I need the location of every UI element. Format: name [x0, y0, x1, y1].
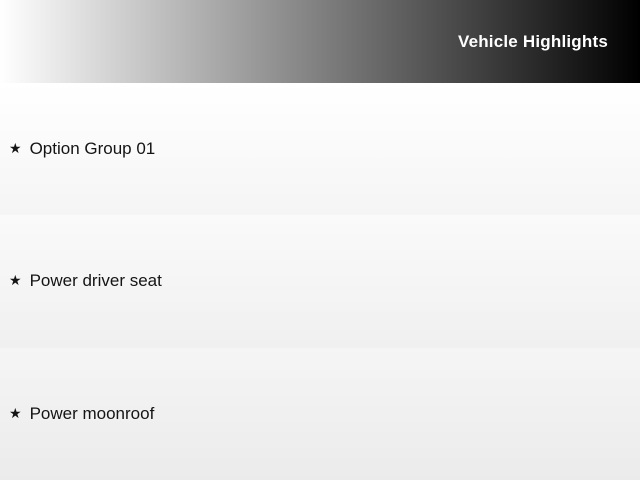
list-item [0, 83, 640, 215]
list-item [0, 348, 640, 480]
list-item [0, 215, 640, 347]
page-title: Vehicle Highlights [457, 31, 608, 51]
star-icon: ★ [9, 272, 22, 289]
star-icon: ★ [9, 140, 22, 157]
list-item-label: Power moonroof [29, 403, 155, 423]
list-item-label: Option Group 01 [29, 139, 156, 159]
header-banner [0, 0, 640, 83]
list-item-label: Power driver seat [29, 271, 162, 291]
highlights-list [0, 83, 640, 480]
star-icon: ★ [9, 404, 22, 421]
